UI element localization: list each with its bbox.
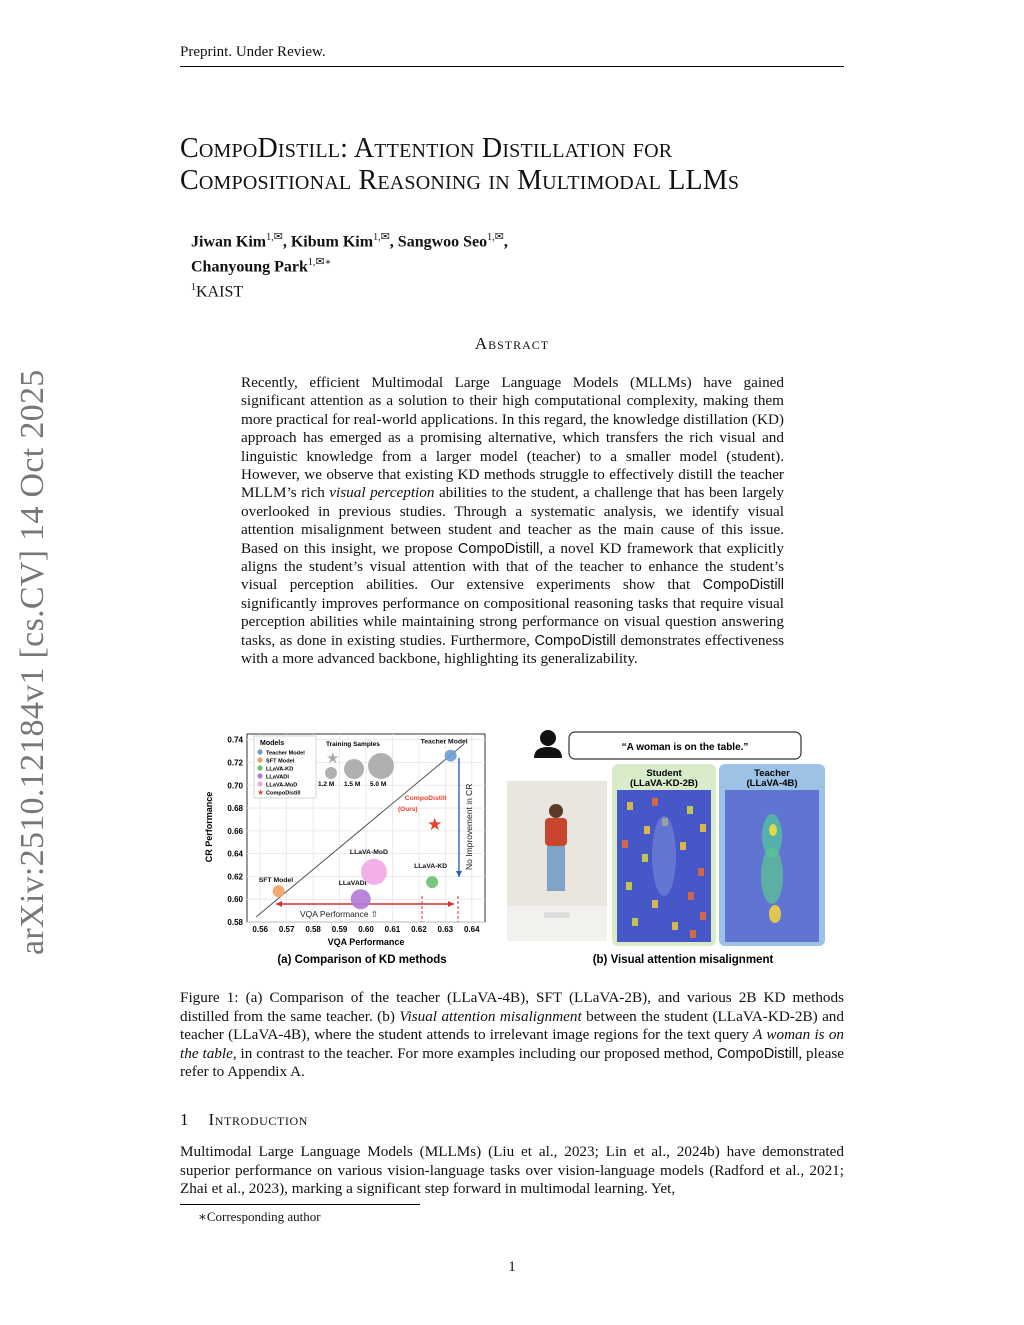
attention-spot xyxy=(698,868,704,876)
point-label: CompoDistill xyxy=(404,795,447,803)
teacher-label: Teacher xyxy=(754,768,790,779)
legend-marker xyxy=(257,749,262,754)
legend-entry: Teacher Model xyxy=(266,750,305,757)
point-teacher-model xyxy=(445,750,457,762)
x-axis-label: VQA Performance xyxy=(327,937,405,947)
point-label: SFT Model xyxy=(258,877,294,885)
size-label-2: 1.5 M xyxy=(344,781,361,788)
figure-a-caption: (a) Comparison of KD methods xyxy=(277,954,447,966)
x-tick-label: 0.61 xyxy=(384,925,401,934)
size-label-1: 1.2 M xyxy=(318,781,335,788)
x-tick-label: 0.56 xyxy=(252,925,269,934)
author-4: Chanyoung Park xyxy=(191,258,308,276)
attention-spot xyxy=(652,900,658,908)
point-label: LLaVADI xyxy=(338,880,367,888)
legend-marker xyxy=(257,765,262,770)
kd-comparison-chart xyxy=(196,722,502,977)
figure-caption: Figure 1: (a) Comparison of the teacher (LLaVA-4B), SFT (LLaVA-2B), and various 2B KD methods distilled from the same teacher. (b) Visual attention misalignment between the student (LLaVA-KD-2B) and teacher (LLaVA-4B), where the student attends to irrelevant image regions for the text query A woman is on the table, in contrast to the teacher. For more examples including our proposed method, CompoDistill, please refer to Appendix A. xyxy=(180,989,845,1080)
size-large-icon xyxy=(368,753,394,779)
legend-title: Models xyxy=(260,740,285,747)
attention-spot xyxy=(632,918,638,926)
y-tick-label: 0.70 xyxy=(227,781,243,791)
author-3: Sangwoo Seo xyxy=(397,233,488,251)
mail-icon: ✉ xyxy=(380,231,390,243)
section-heading: 1 Introduction xyxy=(180,1110,309,1129)
point-llava-kd xyxy=(426,876,438,888)
star-size-icon: ★ xyxy=(326,750,340,767)
mail-icon: ✉ xyxy=(494,231,504,243)
mail-icon: ✉ xyxy=(273,231,283,243)
header-rule xyxy=(180,66,844,67)
title-line-1: CompoDistill: Attention Distillation for xyxy=(180,133,673,164)
footnote-rule xyxy=(180,1204,420,1205)
page-number: 1 xyxy=(508,1259,516,1275)
y-tick-label: 0.74 xyxy=(227,735,243,745)
affil-mark: 1, xyxy=(266,232,274,243)
affil-mark: 1, xyxy=(373,232,381,243)
y-tick-label: 0.72 xyxy=(227,758,243,768)
attention-spot xyxy=(672,922,678,930)
point-label: LLaVA-KD xyxy=(414,863,448,871)
point-label: LLaVA-MoD xyxy=(349,848,388,856)
attention-spot xyxy=(627,802,633,810)
attention-misalignment-figure xyxy=(505,726,835,976)
legend-entry: LLaVA-KD xyxy=(266,766,294,773)
student-label: Student xyxy=(646,768,682,779)
legend-entry: LLaVADI xyxy=(266,774,289,781)
student-silhouette xyxy=(652,816,676,896)
mail-icon: ✉ xyxy=(315,256,325,269)
y-axis-label: CR Performance xyxy=(204,791,214,863)
abstract-heading: Abstract xyxy=(474,334,550,353)
figure-b-caption: (b) Visual attention misalignment xyxy=(592,954,774,966)
affil-mark: 1, xyxy=(307,257,316,269)
author-block: Jiwan Kim$^{1,✉}$, Kibum Kim$^{1,✉}$, Sangwoo Seo$^{1,✉}$, Chanyoung Park$^{1,✉∗}$ $^1$KAIST xyxy=(191,231,508,300)
y-tick-label: 0.58 xyxy=(227,918,243,927)
legend-marker xyxy=(257,773,262,778)
method-name: CompoDistill xyxy=(702,577,785,594)
method-name: CompoDistill xyxy=(457,540,540,557)
attention-spot xyxy=(687,806,693,814)
point-compodistill: ★ xyxy=(427,815,443,835)
author-2: Kibum Kim xyxy=(290,233,374,251)
method-name: CompoDistill xyxy=(534,632,616,649)
query-text: “A woman is on the table.” xyxy=(621,742,749,753)
x-tick-label: 0.62 xyxy=(411,925,427,934)
attention-spot xyxy=(688,892,694,900)
title-line-2: Compositional Reasoning in Multimodal LLMs xyxy=(180,165,740,196)
footnote: ∗Corresponding author xyxy=(198,1209,321,1224)
author-1: Jiwan Kim xyxy=(191,233,267,251)
corresponding-mark: ∗ xyxy=(324,257,332,269)
method-name: CompoDistill xyxy=(716,1045,799,1062)
x-tick-label: 0.59 xyxy=(331,925,348,934)
size-small-icon xyxy=(325,767,337,779)
abstract-body: Recently, efficient Multimodal Large Language Models (MLLMs) have gained significant attention as a solution to their high computational complexity, making them more practical for real-world applications. In this regard, the knowledge distillation (KD) approach has emerged as a promising alternative, which transfers the rich visual and linguistic knowledge from a larger model (teacher) to a smaller model (student). However, we observe that existing KD methods struggle to effectively distill the teacher MLLM’s rich visual perception abilities to the student, a challenge that has been largely overlooked in previous studies. Through a systematic analysis, we identify visual attention misalignment between student and teacher as the main cause of this issue. Based on this insight, we propose CompoDistill, a novel KD framework that explicitly aligns the student’s visual attention with that of the teacher to enhance the student’s visual perception abilities. Our extensive experiments show that CompoDistill significantly improves performance on compositional reasoning tasks that require visual perception abilities while maintaining strong performance on visual question answering tasks, as done in existing studies. Furthermore, CompoDistill demonstrates effectiveness with a more advanced backbone, highlighting its generalizability. xyxy=(241,374,785,668)
attention-spot xyxy=(626,882,632,890)
attention-spot xyxy=(652,798,658,806)
x-tick-label: 0.57 xyxy=(278,925,295,934)
affil-number: 1 xyxy=(191,281,196,293)
point-sft-model xyxy=(273,885,285,897)
teacher-model-label: (LLaVA-4B) xyxy=(746,778,798,789)
x-tick-label: 0.58 xyxy=(305,925,321,934)
legend-entry: LLaVA-MoD xyxy=(266,782,298,789)
running-header: Preprint. Under Review. xyxy=(180,44,326,60)
intro-paragraph: Multimodal Large Language Models (MLLMs) (Liu et al., 2023; Lin et al., 2024b) have demonstrated superior performance on various vision-language tasks over vision-language models (Radford et al., 2021; Zhai et al., 2023), marking a significant step forward in multimodal learning. Yet, xyxy=(180,1143,844,1197)
attention-spot xyxy=(622,840,628,848)
cr-annotation: No Improvement in CR xyxy=(464,783,474,870)
x-tick-label: 0.64 xyxy=(463,925,480,934)
attention-spot xyxy=(700,824,706,832)
y-tick-label: 0.62 xyxy=(227,872,243,882)
attention-spot xyxy=(642,854,648,862)
y-tick-label: 0.64 xyxy=(227,849,243,859)
size-medium-icon xyxy=(344,759,364,779)
attention-spot xyxy=(690,930,696,938)
training-samples-title: Training Samples xyxy=(326,741,380,748)
ours-label: (Ours) xyxy=(398,806,418,813)
y-tick-label: 0.68 xyxy=(227,804,243,814)
legend-entry: CompoDistill xyxy=(266,790,301,797)
attention-spot xyxy=(680,842,686,850)
legend-entry: SFT Model xyxy=(266,758,295,765)
point-llavadi xyxy=(351,889,371,909)
point-label: Teacher Model xyxy=(420,738,468,746)
affiliation: KAIST xyxy=(196,282,244,300)
y-tick-label: 0.60 xyxy=(227,895,243,905)
user-icon xyxy=(540,730,556,746)
y-tick-label: 0.66 xyxy=(227,826,243,836)
x-tick-label: 0.63 xyxy=(437,925,454,934)
arxiv-identifier: arXiv:2510.12184v1 [cs.CV] 14 Oct 2025 xyxy=(14,369,51,955)
attention-spot xyxy=(644,826,650,834)
student-model-label: (LLaVA-KD-2B) xyxy=(630,778,698,789)
point-llava-mod xyxy=(361,859,387,885)
legend-marker xyxy=(257,757,262,762)
legend-marker xyxy=(257,781,262,786)
paper-title xyxy=(180,133,860,197)
legend-star-icon: ★ xyxy=(257,788,265,797)
vqa-annotation: VQA Performance ⇧ xyxy=(300,909,378,919)
affil-mark: 1, xyxy=(487,232,495,243)
size-label-3: 5.0 M xyxy=(370,781,387,788)
attention-spot xyxy=(700,912,706,920)
x-tick-label: 0.60 xyxy=(358,925,374,934)
